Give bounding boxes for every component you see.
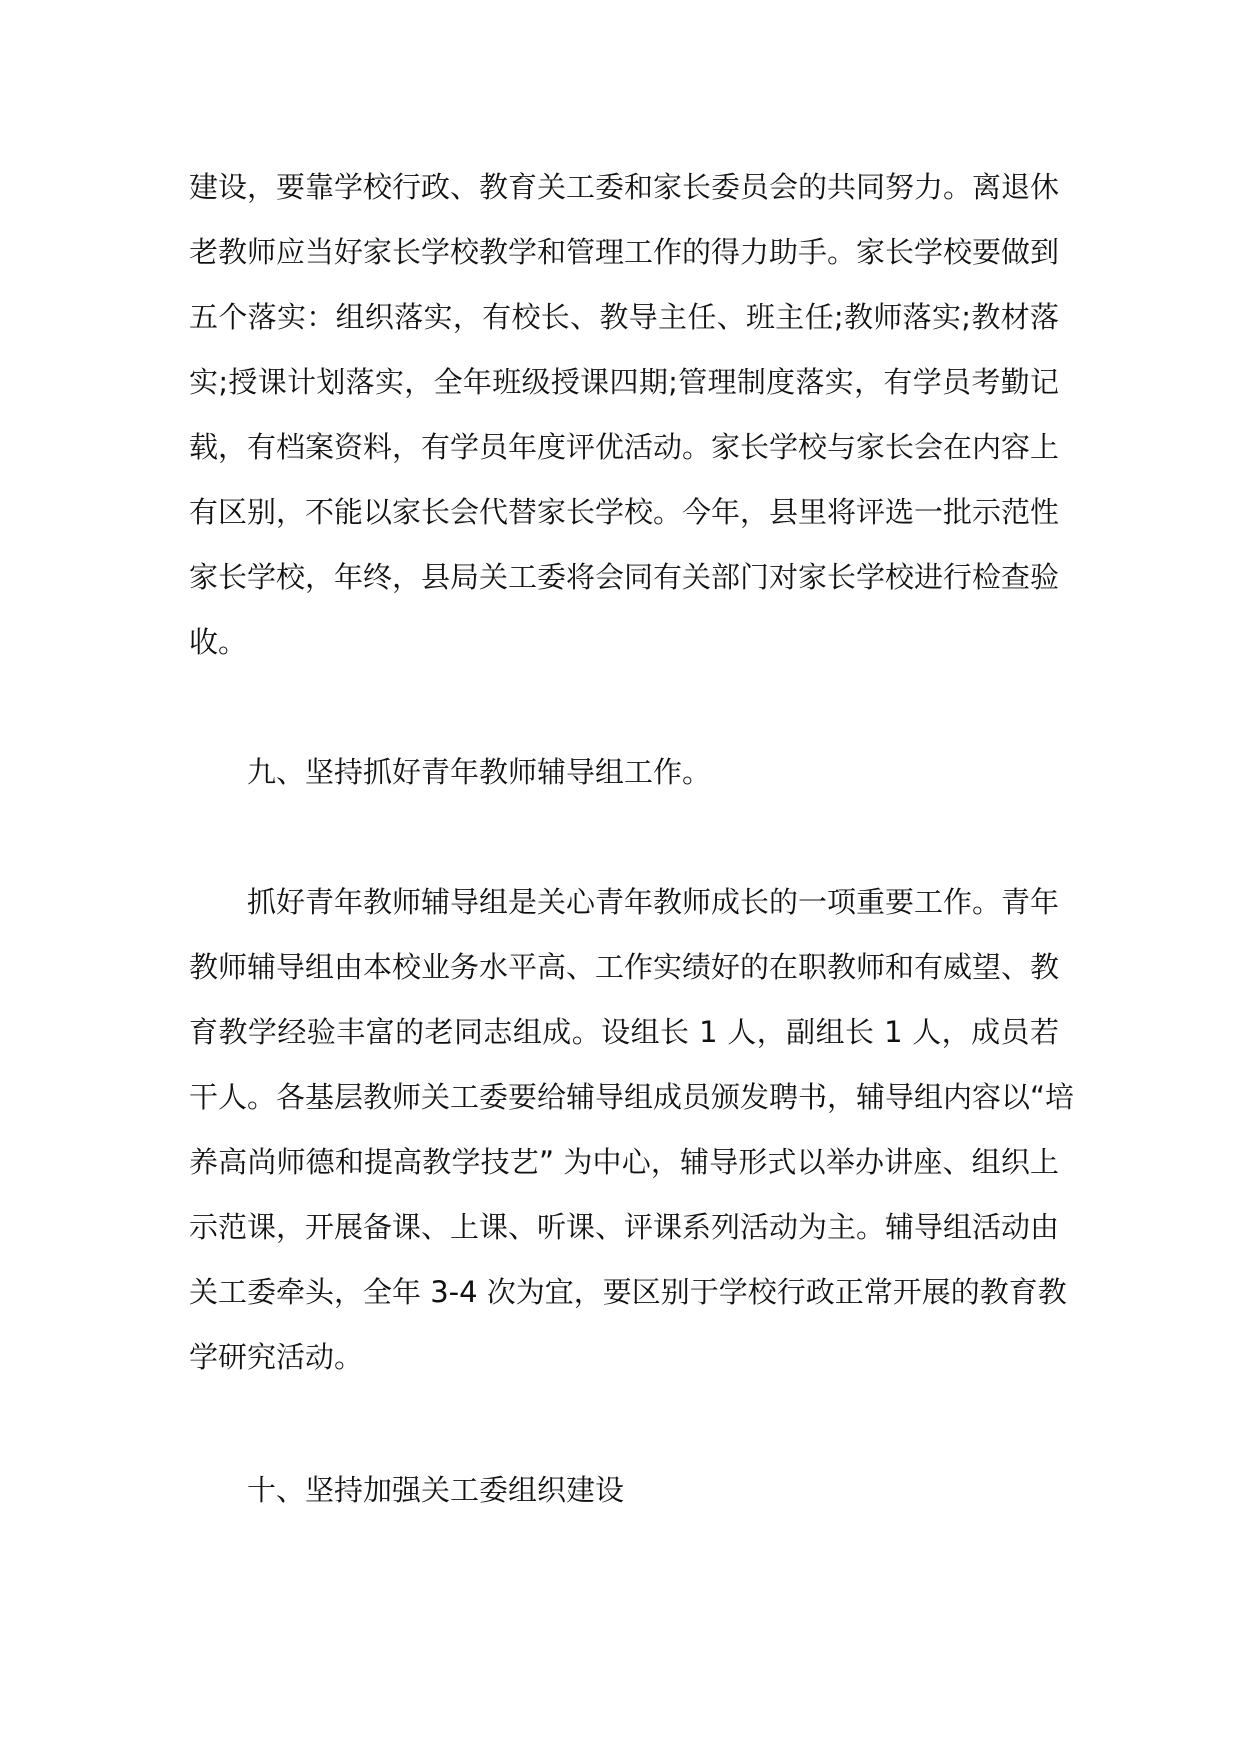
paragraph-line: 养高尚师德和提高教学技艺” 为中心，辅导形式以举办讲座、组织上: [189, 1145, 1059, 1179]
paragraph-line: 学研究活动。: [189, 1340, 364, 1374]
paragraph-line: 教师辅导组由本校业务水平高、工作实绩好的在职教师和有威望、教: [189, 950, 1060, 984]
section-heading-9: 九、坚持抓好青年教师辅导组工作。: [247, 755, 712, 789]
section-heading-10: 十、坚持加强关工委组织建设: [247, 1473, 625, 1507]
paragraph-line: 干人。各基层教师关工委要给辅导组成员颁发聘书，辅导组内容以“培: [189, 1080, 1075, 1114]
paragraph-line: 老教师应当好家长学校教学和管理工作的得力助手。家长学校要做到: [189, 235, 1060, 269]
paragraph-line: 育教学经验丰富的老同志组成。设组长 1 人，副组长 1 人，成员若: [189, 1015, 1059, 1049]
paragraph-line: 五个落实：组织落实，有校长、教导主任、班主任;教师落实;教材落: [189, 300, 1059, 334]
paragraph-line: 建设，要靠学校行政、教育关工委和家长委员会的共同努力。离退休: [189, 170, 1060, 204]
paragraph-line-text: 抓好青年教师辅导组是关心青年教师成长的一项重要工作。青年: [247, 885, 1060, 919]
paragraph-line: [189, 870, 1059, 935]
paragraph-line: 关工委牵头，全年 3-4 次为宜，要区别于学校行政正常开展的教育教: [189, 1275, 1067, 1309]
paragraph-parent-school: [189, 155, 1059, 675]
paragraph-young-teacher: [189, 870, 1075, 1390]
paragraph-line: 收。: [189, 625, 248, 659]
paragraph-line: 实;授课计划落实，全年班级授课四期;管理制度落实，有学员考勤记: [189, 365, 1059, 399]
paragraph-line: 载，有档案资料，有学员年度评优活动。家长学校与家长会在内容上: [189, 430, 1060, 464]
paragraph-line: 有区别，不能以家长会代替家长学校。今年，县里将评选一批示范性: [189, 495, 1060, 529]
paragraph-line: 示范课，开展备课、上课、听课、评课系列活动为主。辅导组活动由: [189, 1210, 1060, 1244]
paragraph-line: 家长学校，年终，县局关工委将会同有关部门对家长学校进行检查验: [189, 560, 1060, 594]
